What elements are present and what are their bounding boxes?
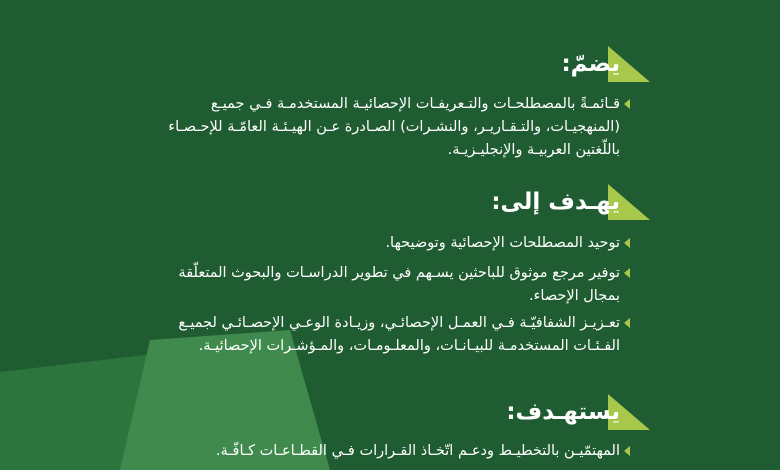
list-item-text: توفير مرجع موثوق للباحثين يسـهم في تطوير الدراسـات والبحوث المتعلّقة بمجال الإحصاء.: [178, 265, 620, 304]
list-item: [160, 93, 620, 162]
list-item: [160, 262, 620, 308]
bullet-triangle-icon: [624, 318, 630, 328]
section-heading-aims: [487, 182, 650, 222]
section-title: يهـدف إلى:: [491, 188, 620, 215]
section-heading-targets: [502, 392, 650, 432]
list-item-text: قـائمـةً بالمصطلحـات والتـعريفـات الإحصائيـة المستخدمـة فـي جميـع (المنهجيـات، والتـقـاريـر، والنشـرات) الصـادرة عـن الهيـئـة العامّـة للإحـصـاء باللّغتين العربيـة والإنجليـزيـة.: [168, 96, 620, 158]
section-title: يستهـدف:: [506, 398, 620, 425]
bullet-triangle-icon: [624, 99, 630, 109]
section-heading-includes: [557, 44, 650, 84]
list-item-text: توحيد المصطلحات الإحصائية وتوضيحها.: [385, 235, 620, 251]
list-item-text: المهتمّيـن بالتخطيـط ودعـم اتّخـاذ القـرارات فـي القطـاعـات كـافّـة.: [215, 443, 620, 459]
bullet-triangle-icon: [624, 446, 630, 456]
section-title: يضمّ:: [561, 50, 620, 77]
list-item: [160, 312, 620, 358]
bullet-triangle-icon: [624, 268, 630, 278]
bullet-triangle-icon: [624, 238, 630, 248]
list-item: [160, 232, 620, 255]
list-item-text: تعـزيـز الشفافيّـة فـي العمـل الإحصائـي، وزيـادة الوعـي الإحصـائـي لجميـع الفـئـات المستخدمـة للبيـانـات، والمعلـومـات، والمـؤشـرات الإحصائيـة.: [178, 315, 620, 354]
list-item: [160, 440, 620, 463]
